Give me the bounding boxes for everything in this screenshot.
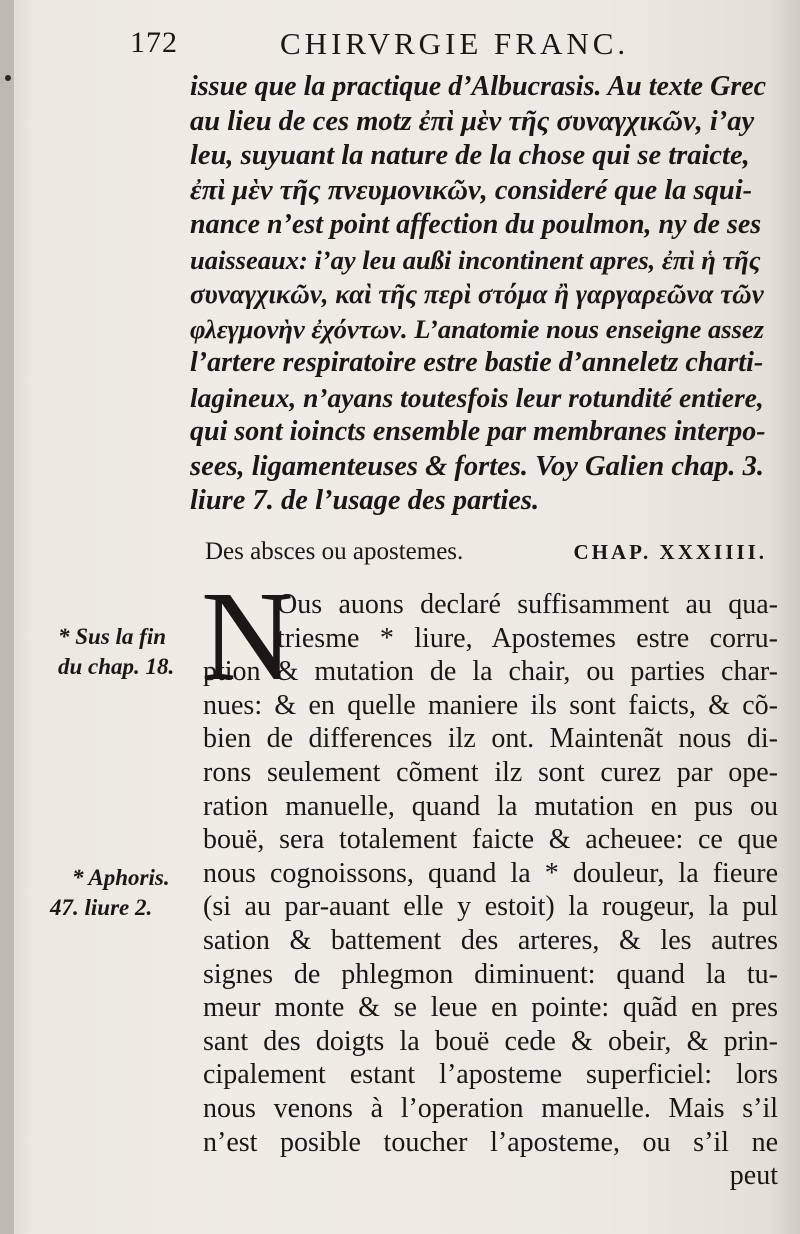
chapter-title: Des absces ou apostemes. — [205, 538, 464, 565]
margin-note-line: * Aphoris. — [72, 865, 170, 890]
body-line: bien de differences ilz ont. Maintenãt nous di- — [203, 723, 778, 755]
catchword: peut — [729, 1160, 778, 1192]
chapter-body — [203, 588, 778, 1193]
page-gutter — [0, 0, 14, 1234]
body-line: sation & battement des arteres, & les autres — [203, 924, 778, 956]
body-line: signes de phlegmon diminuent: quand la tu- — [203, 958, 778, 990]
commentary-line: leu, suyuant la nature de la chose qui se traicte, — [190, 140, 750, 171]
body-line: sant des doigts la bouë cede & obeir, & prin- — [203, 1025, 778, 1057]
commentary-line: au lieu de ces motz ἐπὶ μὲν τῆς συναγχικῶν, i’ay — [190, 105, 755, 137]
commentary-line: l’artere respiratoire estre bastie d’anneletz charti- — [190, 347, 764, 378]
commentary-line: συναγχικῶν, καὶ τῆς περὶ στόμα ἢ γαργαρεῶνα τῶν — [190, 279, 764, 309]
running-title: CHIRVRGIE FRANC. — [280, 26, 630, 61]
body-line: rons seulement cõment ilz sont curez par ope- — [203, 756, 778, 788]
commentary-line: ἐπὶ μὲν τῆς πνευμονικῶν, consideré que la squi- — [190, 174, 753, 206]
commentary-line: φλεγμονὴν ἐχόντων. L’anatomie nous enseigne assez — [190, 313, 764, 344]
margin-note-2 — [50, 863, 170, 923]
body-line: nous cognoissons, quand la * douleur, la fieure — [203, 857, 778, 889]
body-line: (si au par-auant elle y estoit) la rougeur, la pul — [203, 891, 778, 923]
body-line: meur monte & se leue en pointe: quãd en pres — [203, 992, 778, 1024]
body-line: nous venons à l’operation manuelle. Mais s’il — [203, 1092, 778, 1124]
commentary-line: nance n’est point affection du poulmon, ny de ses — [190, 209, 762, 240]
body-line: Ous auons declaré suffisamment au qua- — [277, 589, 778, 620]
body-line: cipalement estant l’aposteme superficiel: lors — [203, 1059, 778, 1091]
commentary-line: liure 7. de l’usage des parties. — [190, 485, 540, 516]
chapter-number: CHAP. XXXIIII. — [573, 540, 767, 564]
commentary-line: qui sont ioincts ensemble par membranes interpo- — [190, 416, 766, 447]
body-line: n’est posible toucher l’aposteme, ou s’il ne — [203, 1126, 778, 1158]
body-line: ption & mutation de la chair, ou parties char- — [203, 656, 778, 688]
margin-dot — [5, 75, 11, 81]
page-number: 172 — [130, 26, 178, 59]
margin-note-line: * Sus la fin — [58, 624, 167, 649]
margin-note-1 — [58, 622, 174, 682]
drop-cap-initial: N — [201, 565, 294, 707]
margin-note-line: du chap. 18. — [58, 654, 175, 679]
commentary-line: issue que la practique d’Albucrasis. Au texte Grec — [190, 71, 767, 102]
commentary-line: sees, ligamenteuses & fortes. Voy Galien chap. 3. — [190, 450, 764, 482]
commentary-block — [190, 70, 770, 519]
page-header — [130, 26, 770, 66]
body-line: triesme * liure, Apostemes estre corru- — [277, 622, 778, 654]
commentary-line: uaisseaux: i’ay leu außi incontinent apres, ἐπὶ ἡ τῆς — [190, 244, 761, 275]
body-line: bouë, sera totalement faicte & acheuee: ce que — [203, 824, 778, 856]
body-line: ration manuelle, quand la mutation en pus ou — [203, 790, 778, 822]
body-line: nues: & en quelle maniere ils sont faicts, & cõ- — [203, 689, 778, 721]
margin-note-line: 47. liure 2. — [50, 895, 153, 920]
commentary-line: lagineux, n’ayans toutesfois leur rotundité entiere, — [190, 381, 764, 413]
